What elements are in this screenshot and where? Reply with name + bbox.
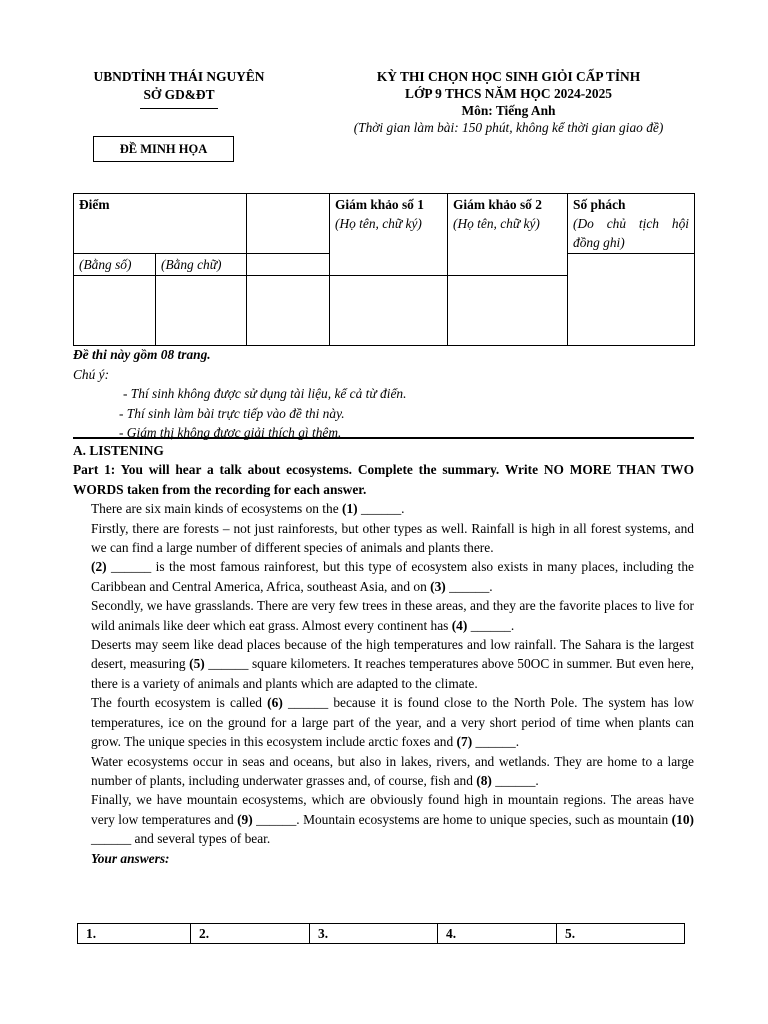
answer-table <box>77 923 685 944</box>
summary-paragraph: There are six main kinds of ecosystems on the (1) ______. <box>91 501 405 517</box>
examiner-2-title: Giám khảo số 2 <box>453 197 542 212</box>
exam-notes <box>73 345 694 443</box>
gap-3: (3) <box>430 578 446 594</box>
note-item: - Giám thị không được giải thích gì thêm. <box>119 425 342 440</box>
score-table <box>73 193 695 346</box>
exam-duration: (Thời gian làm bài: 150 phút, không kể thời gian giao đề) <box>353 120 664 135</box>
section-heading: A. LISTENING <box>73 443 164 458</box>
score-by-number-label: (Bằng số) <box>74 254 156 276</box>
your-answers-label: Your answers: <box>91 850 170 866</box>
section-divider <box>73 437 694 439</box>
score-blank-cell <box>247 194 330 254</box>
listening-section <box>73 441 694 868</box>
notes-heading: Chú ý: <box>73 366 110 382</box>
examiner-2-entry[interactable] <box>448 276 568 346</box>
summary-paragraph: Secondly, we have grasslands. There are very few trees in these areas, and they are the favorite places to live for wild animals like deer which eat grass. Almost every continent has (4) ______. <box>91 598 694 633</box>
issuer-department: SỞ GD&ĐT <box>143 87 215 102</box>
examiner-2-sub: (Họ tên, chữ ký) <box>453 216 540 231</box>
gap-9: (9) <box>237 811 253 827</box>
summary-paragraph: (2) ______ is the most famous rainforest, but this type of ecosystem also exists in many places, including the Caribbean and Central America, Africa, southeast Asia, and on (3) ______. <box>91 559 694 594</box>
answer-cell-1[interactable]: 1. <box>78 924 191 944</box>
gap-7: (7) <box>456 734 473 750</box>
score-blank-entry[interactable] <box>247 276 330 346</box>
answer-cell-4[interactable]: 4. <box>438 924 557 944</box>
serial-number-title: Số phách <box>573 197 626 212</box>
summary-paragraph: Firstly, there are forests – not just rainforests, but other types as well. Rainfall is high in all forest systems, and we can find a large number of different species of animals and plants there. <box>91 520 694 556</box>
summary-paragraph: Deserts may seem like dead places because of the high temperatures and low rainfall. The Sahara is the largest desert, measuring (5) ______ square kilometers. It reaches temperatures above 50OC in summer. But even here, there is a variety of animals and plants which are adapted to the climate. <box>91 637 694 691</box>
gap-5: (5) <box>189 656 205 672</box>
issuer-block <box>73 68 285 109</box>
examiner-2-cell[interactable] <box>448 194 568 276</box>
note-item: - Thí sinh không được sử dụng tài liệu, kể cả từ điển. <box>123 386 407 401</box>
summary-paragraph: The fourth ecosystem is called (6) ______ because it is found close to the North Pole. The system has low temperatures, ice on the ground for a large part of the year, and a very short period of time when plants can grow. The unique species in this ecosystem include arctic foxes and (7) ______. <box>91 695 694 750</box>
page-count-note: Đề thi này gồm 08 trang. <box>73 347 211 362</box>
issuer-underline <box>140 108 218 109</box>
answer-cell-5[interactable]: 5. <box>557 924 685 944</box>
score-by-number-entry[interactable] <box>74 276 156 346</box>
part-1-instructions: Part 1: You will hear a talk about ecosystems. Complete the summary. Write NO MORE THAN TWO WORDS taken from the recording for each answer. <box>73 462 694 497</box>
score-by-words-label: (Bằng chữ) <box>156 254 247 276</box>
gap-4: (4) <box>451 617 468 633</box>
answer-cell-2[interactable]: 2. <box>191 924 310 944</box>
summary-paragraph: Water ecosystems occur in seas and oceans, but also in lakes, rivers, and wetlands. They are home to a large number of plants, including underwater grasses and, of course, fish and (8) ______. <box>91 753 694 788</box>
answer-cell-3[interactable]: 3. <box>310 924 438 944</box>
issuer-province: UBNDTỈNH THÁI NGUYÊN <box>93 69 265 84</box>
demo-exam-label: ĐỀ MINH HỌA <box>93 136 234 162</box>
note-item: - Thí sinh làm bài trực tiếp vào đề thi này. <box>119 405 345 421</box>
examiner-1-cell[interactable] <box>330 194 448 276</box>
score-header: Điểm <box>74 194 247 254</box>
serial-number-sub: (Do chủ tịch hội đồng ghi) <box>573 216 689 250</box>
serial-number-entry[interactable] <box>568 254 695 346</box>
summary-paragraph: Finally, we have mountain ecosystems, which are obviously found high in mountain regions. The areas have very low temperatures and (9) ______. Mountain ecosystems are home to unique species, such as mountain (10) ______ and several types of bear. <box>91 792 694 847</box>
examiner-1-entry[interactable] <box>330 276 448 346</box>
exam-title-block <box>323 68 694 136</box>
gap-6: (6) <box>267 695 283 711</box>
gap-1: (1) <box>342 501 358 517</box>
score-blank-cell-2 <box>247 254 330 276</box>
exam-title: KỲ THI CHỌN HỌC SINH GIỎI CẤP TỈNH <box>376 69 641 84</box>
serial-number-header <box>568 194 695 254</box>
gap-10: (10) <box>671 811 694 827</box>
exam-grade-year: LỚP 9 THCS NĂM HỌC 2024-2025 <box>405 86 612 101</box>
examiner-1-title: Giám khảo số 1 <box>335 197 424 212</box>
exam-subject: Môn: Tiếng Anh <box>461 103 556 118</box>
gap-2: (2) <box>91 559 107 575</box>
score-by-words-entry[interactable] <box>156 276 247 346</box>
gap-8: (8) <box>476 772 492 788</box>
examiner-1-sub: (Họ tên, chữ ký) <box>335 216 422 231</box>
